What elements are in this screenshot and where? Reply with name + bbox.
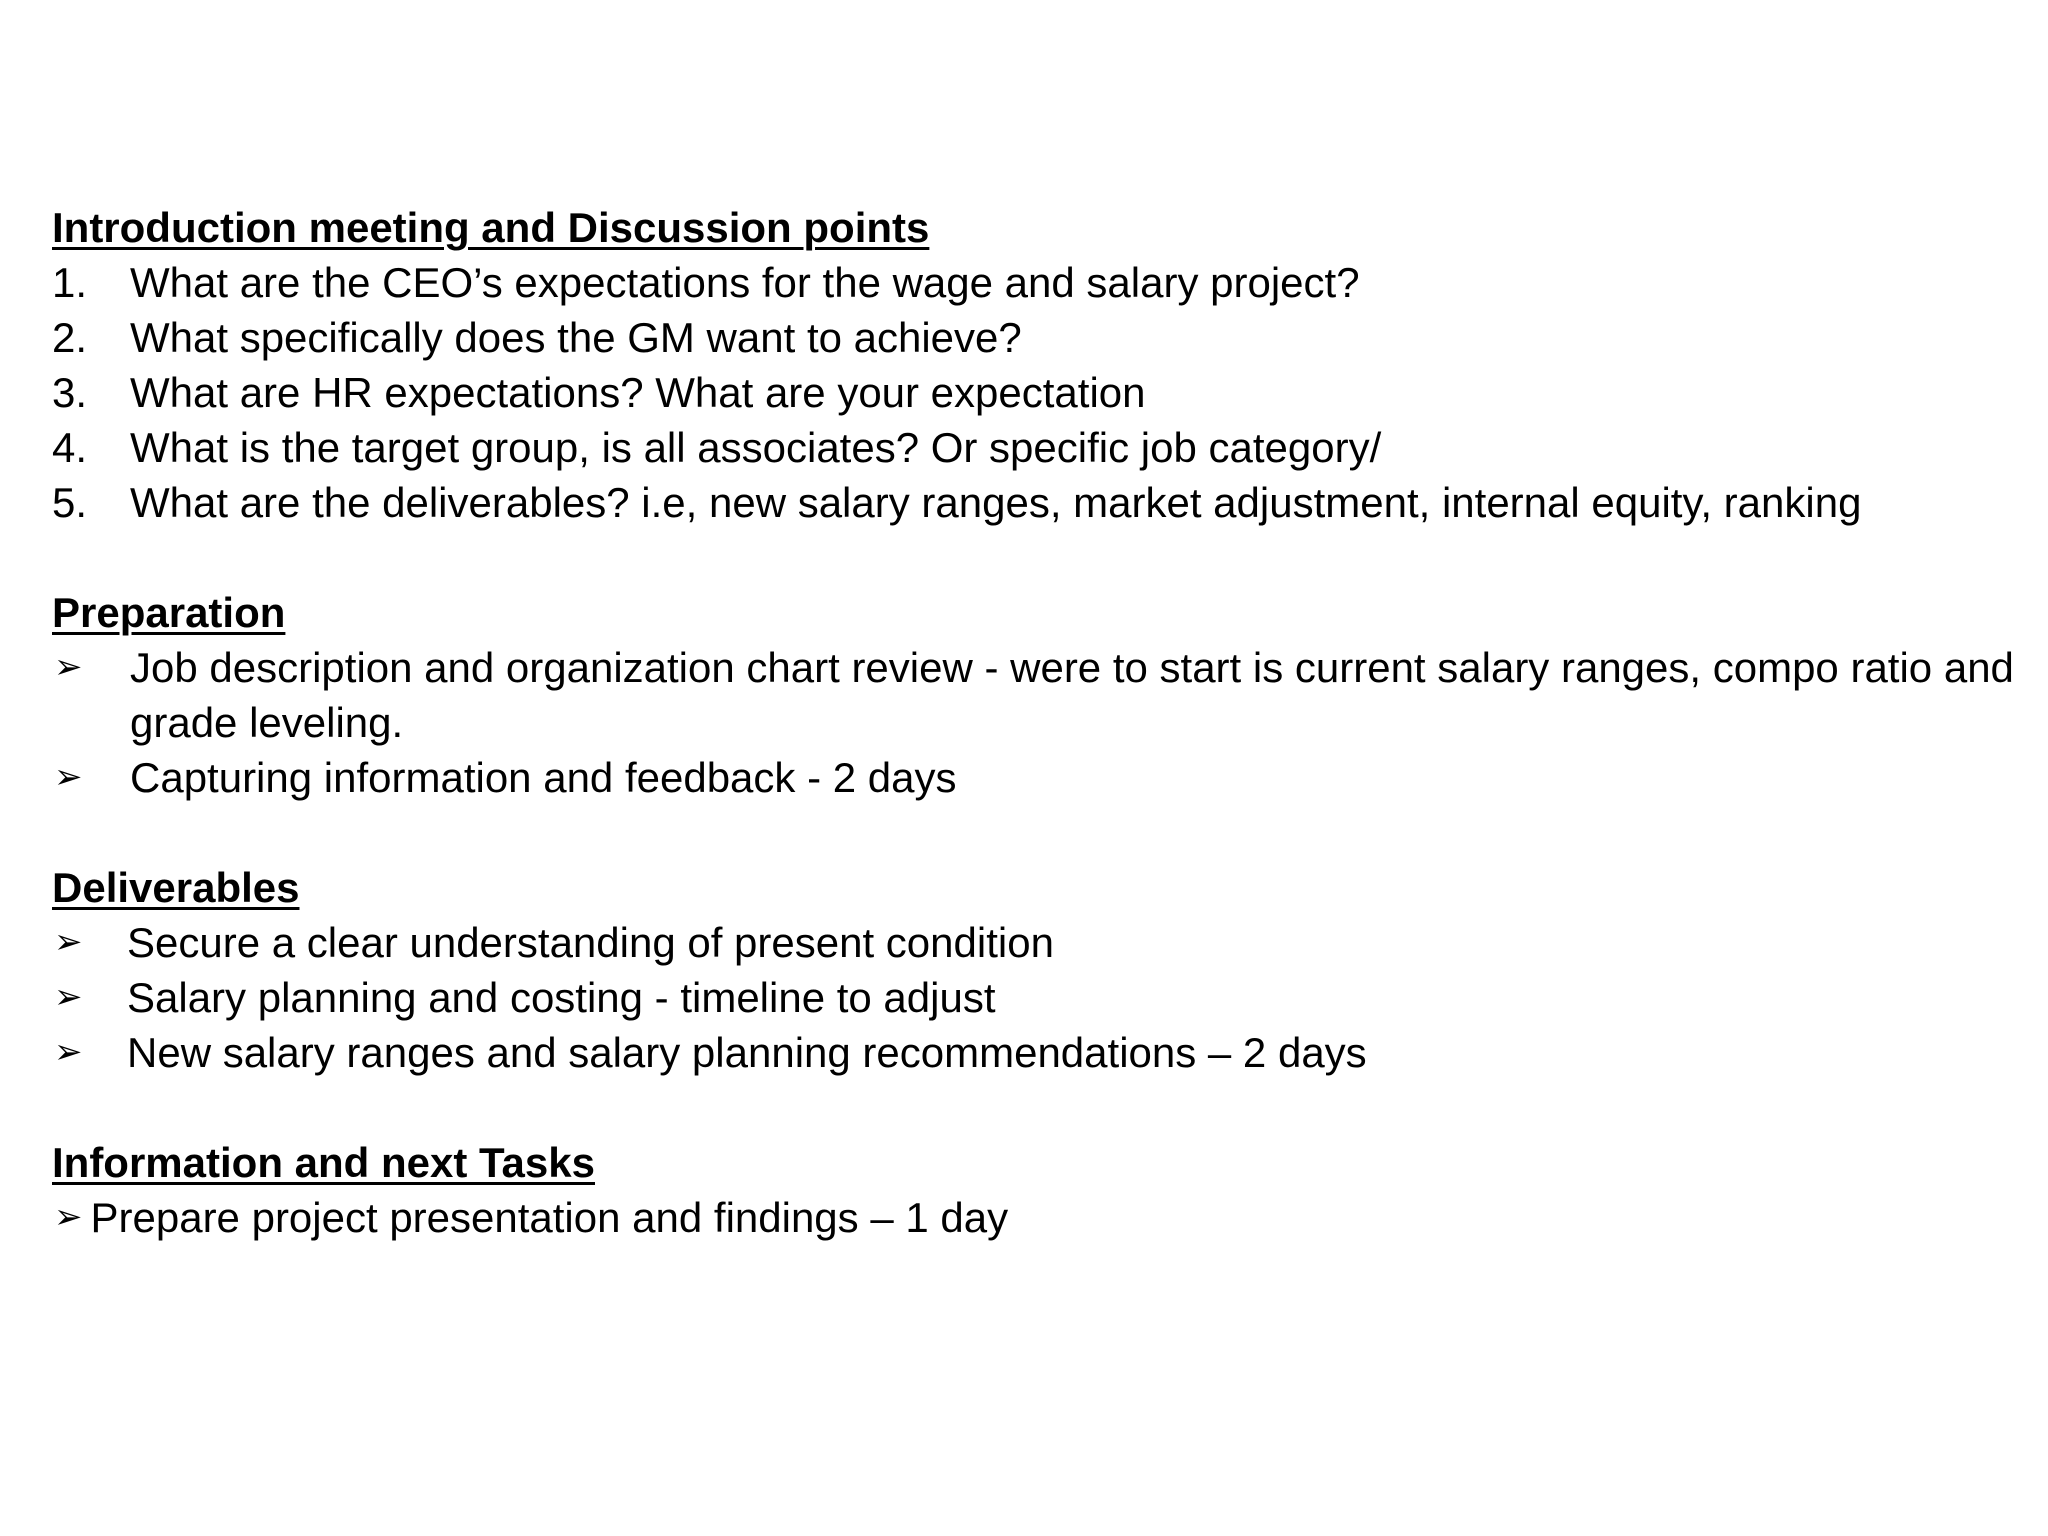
section-heading: Deliverables [52,864,300,911]
bullet-list-item [52,915,2032,970]
numbered-list-item [52,420,2032,475]
arrowhead-bullet-icon: ➢ [54,1197,83,1237]
bullet-list-item [52,1190,2032,1245]
list-item-text: Capturing information and feedback - 2 days [130,754,957,801]
list-item-text: What specifically does the GM want to achieve? [130,314,1022,361]
arrowhead-bullet-icon: ➢ [54,757,83,797]
section-heading: Information and next Tasks [52,1139,595,1186]
list-number: 5. [52,479,88,526]
arrowhead-bullet-icon [52,750,130,805]
bullet-list-item [52,640,2032,750]
arrowhead-bullet-icon [52,1025,127,1080]
list-item-text: Prepare project presentation and findings – 1 day [90,1194,1009,1241]
arrowhead-bullet-icon: ➢ [54,1032,83,1072]
section-spacer [52,530,2032,585]
list-item-text: Salary planning and costing - timeline to adjust [127,974,996,1021]
list-number: 3. [52,369,88,416]
numbered-list-item [52,310,2032,365]
section-next-tasks [52,1135,2032,1245]
document-body [52,200,2032,1245]
bullet-list-item [52,750,2032,805]
arrowhead-bullet-icon [52,970,127,1025]
section-heading: Introduction meeting and Discussion points [52,204,930,251]
section-deliverables [52,860,2032,1080]
numbered-list-item [52,475,2032,530]
section-preparation [52,585,2032,805]
arrowhead-bullet-icon [52,640,130,695]
section-heading: Preparation [52,589,286,636]
list-item-text: What are HR expectations? What are your expectation [130,369,1146,416]
list-number: 1. [52,259,88,306]
bullet-list-item [52,1025,2032,1080]
list-item-text: What are the CEO’s expectations for the wage and salary project? [130,259,1360,306]
bullet-list-item [52,970,2032,1025]
section-introduction [52,200,2032,530]
list-item-text-content: Job description and organization chart review - were to start is current salary ranges, compo ratio and grade leveling. [130,644,2014,746]
arrowhead-bullet-icon: ➢ [54,977,83,1017]
list-item-text: What is the target group, is all associates? Or specific job category/ [130,424,1382,471]
arrowhead-bullet-icon: ➢ [54,922,83,962]
list-item-text: New salary ranges and salary planning recommendations – 2 days [127,1029,1367,1076]
arrowhead-bullet-icon: ➢ [54,647,83,687]
list-item-text: Secure a clear understanding of present condition [127,919,1054,966]
list-number: 2. [52,314,88,361]
section-spacer [52,1080,2032,1135]
list-item-text [130,640,2032,750]
list-number: 4. [52,424,88,471]
section-spacer [52,805,2032,860]
list-item-text: What are the deliverables? i.e, new salary ranges, market adjustment, internal equity, ranking [130,479,1862,526]
arrowhead-bullet-icon [52,915,127,970]
numbered-list-item [52,255,2032,310]
numbered-list-item [52,365,2032,420]
